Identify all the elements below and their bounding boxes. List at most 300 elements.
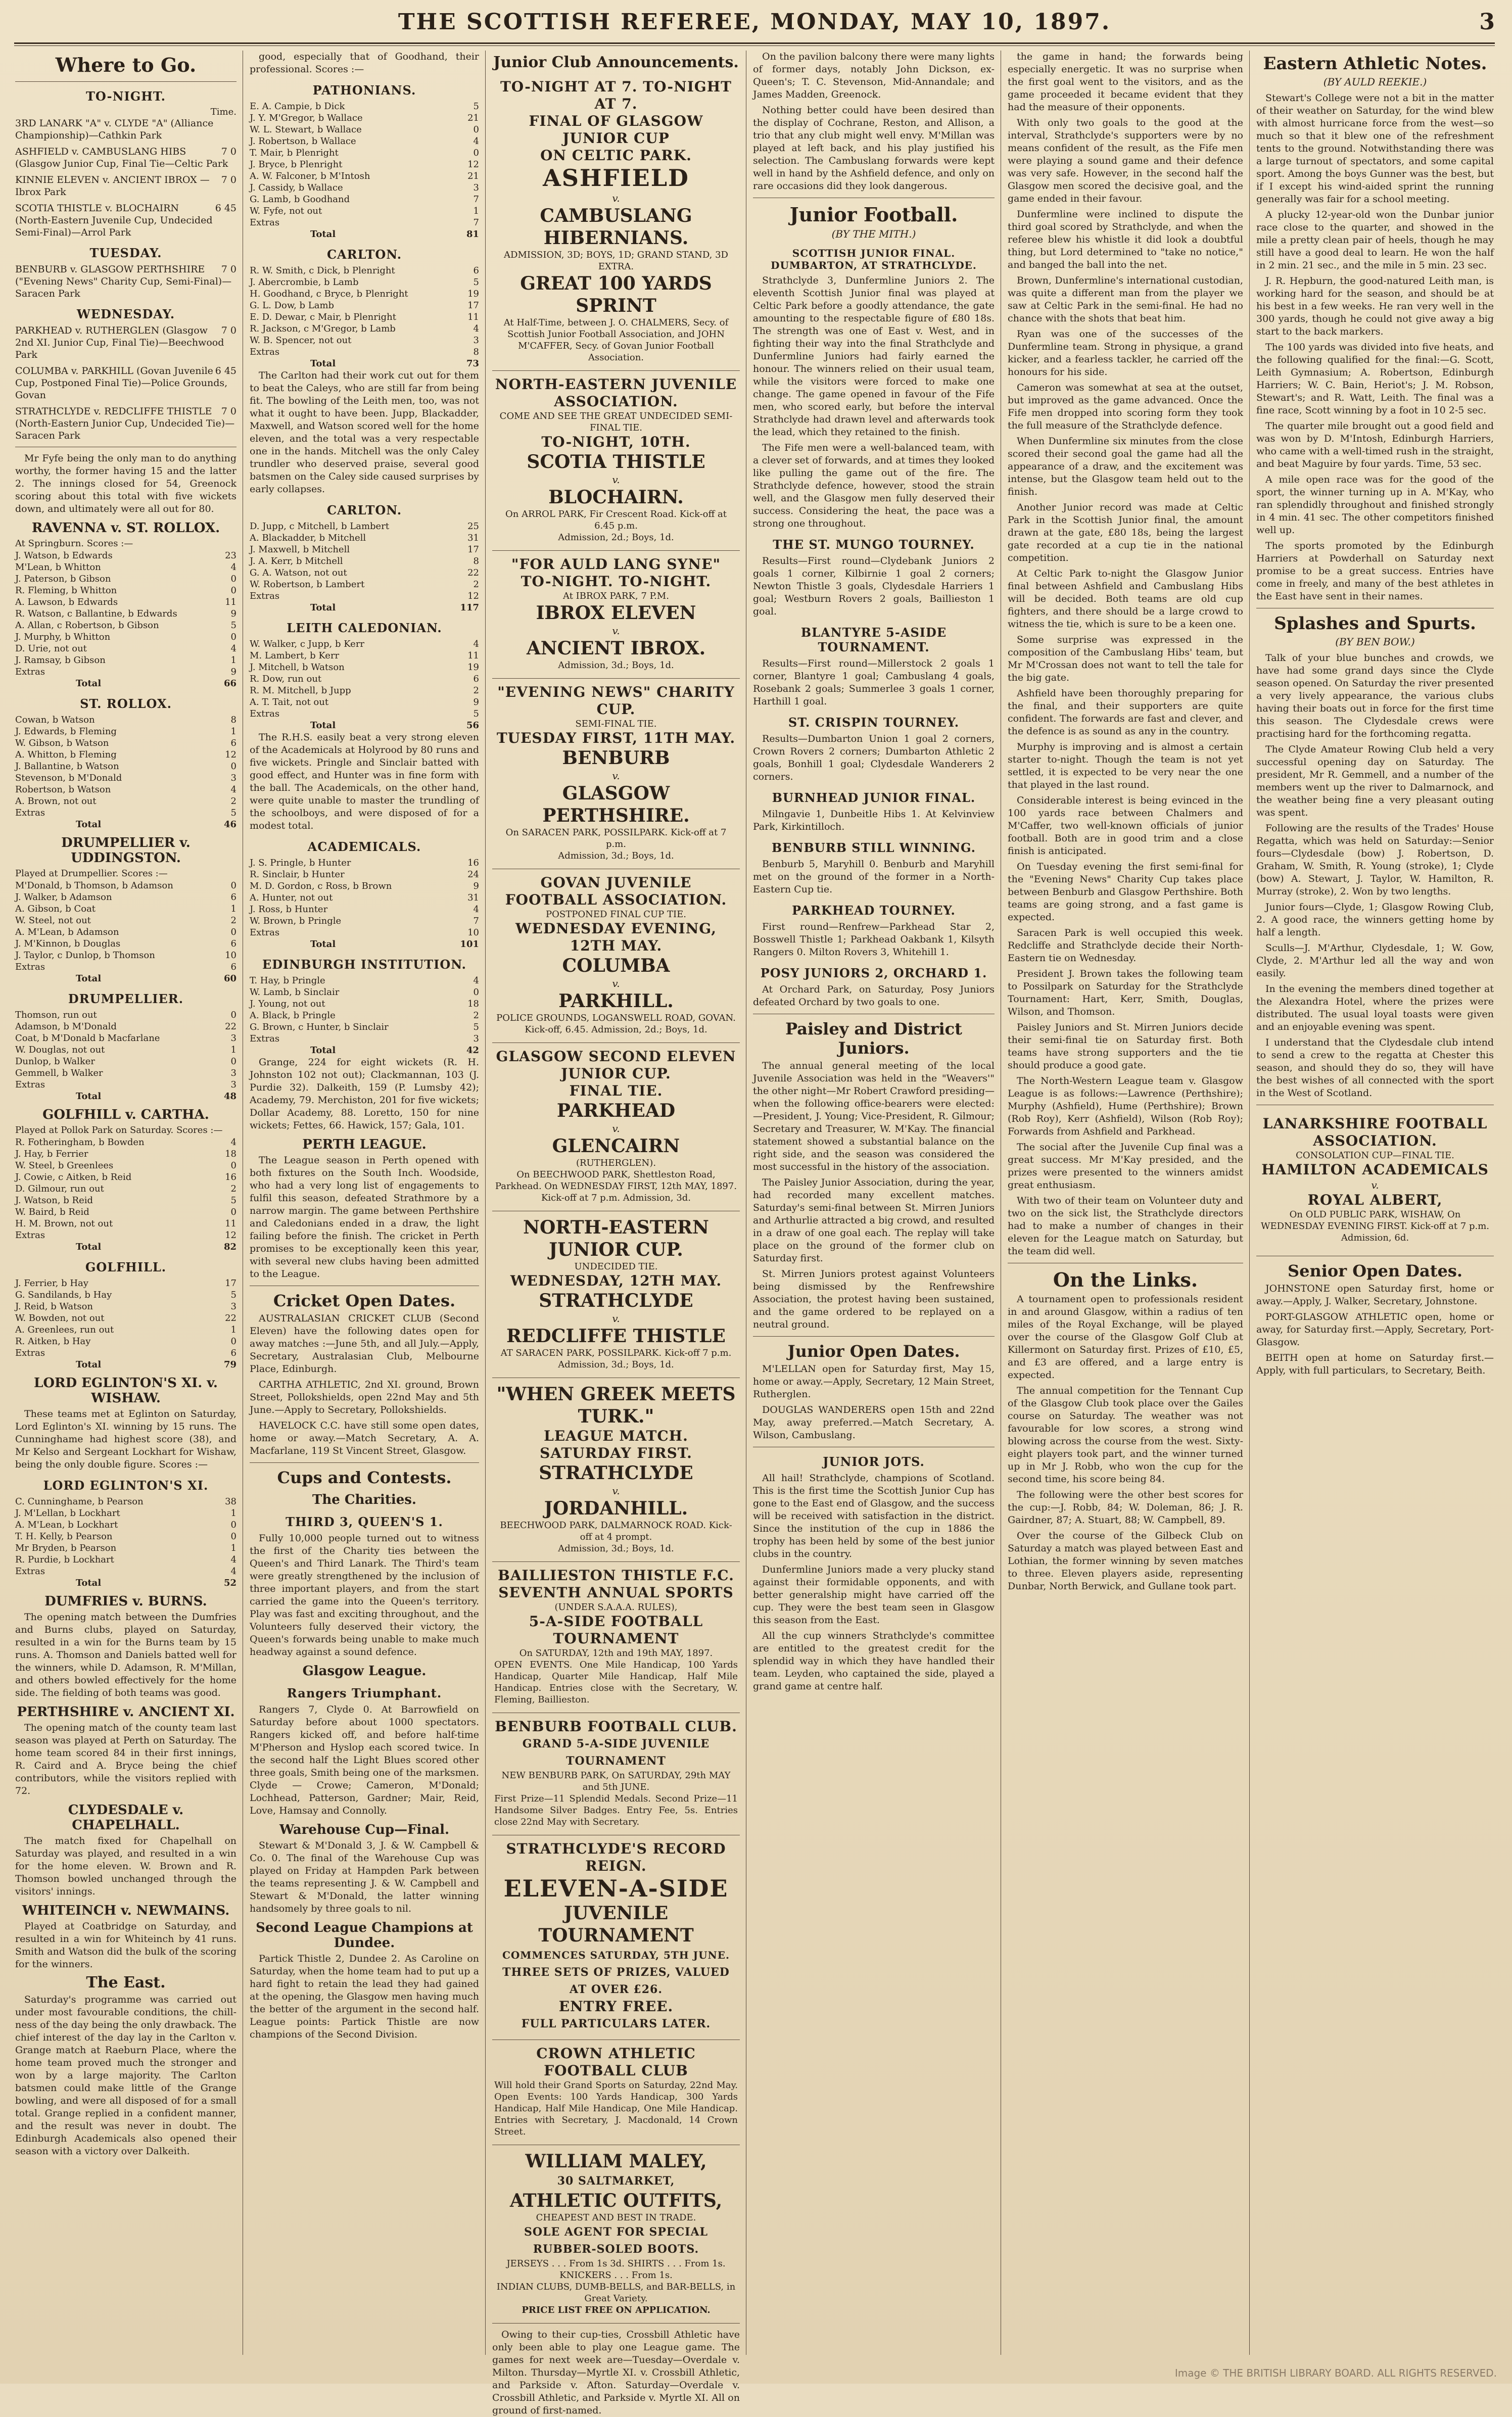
score-row [15, 950, 237, 961]
team-heading: LORD EGLINTON'S XI. [43, 1478, 209, 1493]
score-total [15, 1577, 237, 1589]
junior-jots-heading: JUNIOR JOTS. [823, 1454, 925, 1469]
runs: 82 [223, 1242, 237, 1252]
runs: 4 [230, 1554, 237, 1565]
runs: 6 [473, 265, 479, 276]
article-text: Following are the results of the Trades' House Regatta, which was held on Saturday:—Senior fours—Clydesdale (bow) J. Robertson, D. Graham, W. Smith, R. Young (stroke), 1; Clyde (bow) A. Stewart, J. Taylor, W. Hamilton, R. Murray (stroke), 2. Won by two lengths. [1256, 823, 1494, 897]
open-date-notice: BEITH open at home on Saturday first.—Apply, with full particulars, to Secretary, Beith. [1256, 1352, 1494, 1376]
score-row [250, 661, 479, 673]
article-text: At Celtic Park to-night the Glasgow Junior final between Ashfield and Cambuslang Hibs will be decided. Both teams are old cup fighters, and there should be a large crowd to witness the tie, which is sure to be a keen one. [1008, 568, 1243, 630]
runs: 5 [473, 277, 479, 288]
score-row [15, 938, 237, 950]
ad-versus: v. [612, 1312, 620, 1324]
score-row [15, 550, 237, 561]
batsman: W. Douglas, not out [15, 1045, 105, 1055]
score-row [250, 532, 479, 544]
batsman: A. Brown, not out [15, 796, 97, 807]
score-row [250, 182, 479, 194]
match-heading: CLYDESDALE v. CHAPELHALL. [68, 1803, 184, 1833]
fixture-time: 7 0 [221, 146, 237, 157]
runs: 1 [230, 655, 237, 666]
article-text: A tournament open to professionals resident in and around Glasgow, within a radius of ten miles of the Royal Exchange, will be played over the course of the Glasgow Golf Club at Killermont on Saturday first. Prizes of £10, £5, and £3 are offered, and a large entry is expected. [1008, 1294, 1243, 1381]
score-row [250, 555, 479, 567]
runs: 12 [467, 591, 479, 601]
score-row [15, 1507, 237, 1519]
runs: 11 [467, 650, 479, 661]
batsman: Adamson, b M'Donald [15, 1021, 117, 1032]
runs: 10 [225, 950, 237, 961]
runs: 3 [473, 335, 479, 346]
score-row [15, 1324, 237, 1336]
article-text: Strathclyde 3, Dunfermline Juniors 2. The eleventh Scottish Junior final was played at Celtic Park before a goodly attendance, the gate amounting to the respectable figure of £80 18s. The strength was one of East v. West, and in fighting their way into the final Strathclyde and Dunfermline Juniors had fairly earned the honour. The winners relied on their usual team, while the visitors were forced to make one change. The game opened in favour of the Fife men, who scored early, but before the interval Strathclyde had drawn level and afterwards took the lead, which they retained to the finish. [753, 275, 995, 438]
ad-line: FINAL OF GLASGOW JUNIOR CUP [529, 113, 703, 147]
score-row [250, 927, 479, 938]
score-total [250, 1045, 479, 1056]
perth-league-heading: PERTH LEAGUE. [302, 1137, 427, 1152]
column-5 [1008, 51, 1243, 2355]
score-table [250, 638, 479, 731]
score-table [250, 857, 479, 950]
score-row [15, 573, 237, 585]
runs: 5 [473, 1022, 479, 1032]
score-row [15, 1347, 237, 1359]
cricket-open-dates-heading: Cricket Open Dates. [273, 1291, 456, 1310]
batsman: D. Jupp, c Mitchell, b Lambert [250, 521, 390, 532]
runs: 11 [225, 597, 237, 607]
ad-line: 5-A-SIDE FOOTBALL TOURNAMENT [529, 1613, 703, 1647]
article-text: Considerable interest is being evinced in the 100 yards race between Chalmers and M'Caffer, two well-known officials of junior football. Both are in good trim and a close finish is anticipated. [1008, 795, 1243, 857]
ad-line: GRAND 5-A-SIDE JUVENILE TOURNAMENT [522, 1737, 710, 1768]
score-row [15, 654, 237, 666]
runs: 1 [230, 904, 237, 914]
glasgow-league-heading: Glasgow League. [302, 1664, 427, 1679]
runs: 0 [230, 1056, 237, 1067]
charities-heading: The Charities. [312, 1492, 416, 1507]
runs: 23 [225, 550, 237, 561]
column-2 [250, 51, 479, 2355]
batsman: G. Brown, c Hunter, b Sinclair [250, 1022, 389, 1032]
open-date-notice: HAVELOCK C.C. have still some open dates, home or away.—Match Secretary, A. A. Macfarlane, 119 St Vincent Street, Glasgow. [250, 1420, 479, 1456]
article-subheading: SCOTTISH JUNIOR FINAL. DUMBARTON, AT STRATHCLYDE. [771, 247, 977, 271]
paisley-heading: Paisley and District Juniors. [785, 1019, 962, 1058]
match-heading: PERTHSHIRE v. ANCIENT XI. [17, 1704, 235, 1720]
score-row [15, 737, 237, 749]
runs: 18 [467, 999, 479, 1009]
ad-line: At IBROX PARK, 7 P.M. [563, 591, 669, 601]
ad-line: On ARROL PARK, Fir Crescent Road. Kick-off at 6.45 p.m. [505, 509, 727, 531]
runs: 3 [230, 1079, 237, 1090]
batsman: J. Cowie, c Aitken, b Reid [15, 1172, 132, 1182]
article-text: The quarter mile brought out a good field and was won by D. M'Intosh, Edinburgh Harriers, who came with a well-timed rush in the straight, and beat Maguire by four yards. Time, 53 sec. [1256, 420, 1494, 469]
runs: 1 [230, 1543, 237, 1553]
runs: 1 [230, 1508, 237, 1519]
score-row [250, 217, 479, 228]
batsman: Robertson, b Watson [15, 784, 111, 795]
team-heading: PATHONIANS. [312, 83, 416, 98]
runs: 1 [230, 726, 237, 737]
runs: 8 [230, 715, 237, 725]
ad-line: Admission, 3d.; Boys, 1d. [558, 1543, 674, 1554]
batsman: J. Bryce, b Plenright [250, 159, 343, 170]
batsman: Extras [250, 217, 280, 228]
article-text: The match fixed for Chapelhall on Saturday was played, and resulted in a win for the home eleven. W. Brown and R. Thomson bowled unchanged through the visitors' innings. [15, 1835, 237, 1897]
batsman: G. A. Watson, not out [250, 567, 347, 578]
ad-team: SCOTIA THISTLE [527, 451, 705, 472]
divider [15, 81, 237, 82]
advert-north-eastern-junior [492, 1211, 740, 1378]
batsman: J. Hay, b Ferrier [15, 1149, 88, 1159]
ad-versus: v. [612, 1485, 620, 1497]
score-row [250, 276, 479, 288]
batsman: W. Brown, b Pringle [250, 916, 342, 926]
article-text: The Carlton had their work cut out for them to beat the Caleys, who are still far from being fit. The bowling of the Leith men, too, was not what it ought to have been. Jupp, Blackadder, Maxwell, and Watson scored well for the home eleven, and the total was a very respectable one in the hands. Mitchell was the only Caley trundler who deserved praise, several good batsmen on the Caley side caused surprises by early collapses. [250, 370, 479, 495]
ad-line: FULL PARTICULARS LATER. [521, 2017, 711, 2030]
score-row [15, 1009, 237, 1021]
batsman: A. M'Lean, b Lockhart [15, 1520, 118, 1530]
score-total [250, 228, 479, 240]
where-to-go-heading: Where to Go. [55, 54, 197, 76]
ad-line: On SATURDAY, 12th and 19th MAY, 1897. [519, 1648, 713, 1658]
ad-line: JERSEYS . . . From 1s 3d. SHIRTS . . . From 1s. KNICKERS . . . From 1s. [506, 2258, 726, 2281]
article-text: Cameron was somewhat at sea at the outset, but improved as the game advanced. Once the Fife men dropped into scoring form they took the full measure of the Strathclyde defence. [1008, 382, 1243, 431]
batsman: W. Bowden, not out [15, 1313, 105, 1323]
ad-line: GREAT 100 YARDS SPRINT [520, 273, 712, 316]
score-row [15, 1044, 237, 1056]
runs: 0 [230, 1336, 237, 1347]
batsman: A. Whitton, b Fleming [15, 749, 117, 760]
fixture-text: COLUMBA v. PARKHILL (Govan Juvenile Cup, Postponed Final Tie)—Police Grounds, Govan [15, 365, 228, 401]
score-total [250, 358, 479, 369]
score-row [250, 880, 479, 892]
score-row [250, 685, 479, 696]
match-heading: DRUMPELLIER v. UDDINGSTON. [61, 835, 191, 866]
byline: (BY THE MITH.) [831, 228, 916, 240]
ad-team: ASHFIELD [543, 164, 689, 192]
article-text: I understand that the Clydesdale club intend to send a crew to the regatta at Chester this season, and should they do so, they will have the best wishes of all connected with the sport in the West of Scotland. [1256, 1037, 1494, 1099]
score-row [15, 761, 237, 772]
batsman: R. Fotheringham, b Bowden [15, 1137, 145, 1148]
ad-line: BENBURB FOOTBALL CLUB. [495, 1718, 737, 1735]
advert-greek-meets-turk [492, 1378, 740, 1562]
ad-line: WEDNESDAY, 12TH MAY. [510, 1272, 722, 1289]
batsman: W. Steel, b Greenlees [15, 1160, 114, 1171]
article-text: Another Junior record was made at Celtic Park in the Scottish Junior final, the amount drawn at the gate, £80 18s, being the largest gate recorded at a cup tie in the national competition. [1008, 502, 1243, 563]
article-text: St. Mirren Juniors protest against Volunteers being dismissed by the Renfrewshire Association, the protest having been sustained, and the game ordered to be replayed on a neutral ground. [753, 1268, 995, 1330]
batsman: A. Greenlees, run out [15, 1324, 114, 1335]
copyright-watermark: Image © THE BRITISH LIBRARY BOARD. ALL RIGHTS RESERVED. [1174, 2367, 1497, 2379]
splashes-heading: Splashes and Spurts. [1274, 613, 1476, 634]
divider [753, 1336, 995, 1337]
score-row [15, 1195, 237, 1206]
match-subheading: At Springburn. Scores :— [15, 538, 133, 549]
column-6 [1256, 51, 1494, 2355]
score-table [15, 1496, 237, 1589]
article-text: With two of their team on Volunteer duty and two on the sick list, the Strathclyde directors had to make a number of changes in their eleven for the League match on Saturday, but the team did well. [1008, 1195, 1243, 1257]
runs: 7 [473, 194, 479, 205]
score-row [15, 714, 237, 726]
ad-line: SEVENTH ANNUAL SPORTS [498, 1584, 734, 1601]
runs: 21 [467, 113, 479, 123]
article-text: The annual competition for the Tennant Cup of the Glasgow Club took place over the Gailes course on Saturday. The weather was not favourable for low scores, a strong wind blowing across the course from the west. Sixty-eight players took part, and the winner turned up in Mr J. Robb, who won the cup for the second time, his score being 84. [1008, 1385, 1243, 1485]
runs: 16 [467, 858, 479, 868]
ad-team: HAMILTON ACADEMICALS [1261, 1161, 1489, 1178]
score-row [15, 608, 237, 620]
article-text: In the evening the members dined together at the Alexandra Hotel, where the prizes were distributed. The usual loyal toasts were given and an enjoyable evening was spent. [1256, 983, 1494, 1032]
batsman: J. Ramsay, b Gibson [15, 655, 106, 666]
tonight-heading: TO-NIGHT. [85, 89, 166, 104]
ad-line: Admission, 2d.; Boys, 1d. [558, 532, 674, 543]
fixture-listing [15, 324, 237, 361]
article-text: Paisley Juniors and St. Mirren Juniors decide their semi-final tie on Saturday first. Both teams have strong supporters and the tie should produce a good gate. [1008, 1022, 1243, 1071]
runs: 5 [473, 101, 479, 112]
runs: 6 [230, 938, 237, 949]
batsman: W. Robertson, b Lambert [250, 579, 365, 590]
ad-line: "FOR AULD LANG SYNE" [511, 556, 721, 573]
article-text: Results—First round—Clydebank Juniors 2 goals 1 corner, Kilbirnie 1 goal 2 corners; Newton Thistle 3 goals, Clydesdale Harriers 1 goal; Westburn Rovers 2 goals, Baillieston 1 goal. [753, 555, 995, 617]
score-row [15, 880, 237, 891]
score-table [15, 880, 237, 984]
runs: 4 [230, 784, 237, 795]
batsman: J. Young, not out [250, 999, 325, 1009]
runs: 6 [230, 738, 237, 748]
article-text: All hail! Strathclyde, champions of Scotland. This is the first time the Scottish Junior Cup has gone to the East end of Glasgow, and the success will be received with satisfaction in the district. Since the institution of the cup in 1886 the trophy has been held by some of the best junior clubs in the country. [753, 1473, 995, 1559]
match-heading: DUMFRIES v. BURNS. [44, 1594, 207, 1609]
article-text: Grange, 224 for eight wickets (R. H. Johnston 102 not out); Clackmannan, 103 (J. Purdie 32). Dalkeith, 159 (P. Lumsby 42); Academy, 79. Merchiston, 201 for five wickets; Dollar Academy, 88. Loretto, 150 for nine wickets; Fettes, 66. Hawick, 157; Gala, 101. [250, 1057, 479, 1131]
score-row [15, 1160, 237, 1171]
score-table [250, 265, 479, 369]
score-row [15, 1171, 237, 1183]
masthead-rule [14, 42, 1495, 44]
article-text: All the cup winners Strathclyde's committee are entitled to the greatest credit for the splendid way in which they have handled their team. Leyden, who captained the side, played a grand game at centre half. [753, 1630, 995, 1692]
batsman: Total [310, 939, 336, 950]
batsman: Extras [250, 708, 280, 719]
east-heading: The East. [86, 1974, 166, 1992]
runs: 11 [225, 1218, 237, 1229]
article-text: A plucky 12-year-old won the Dunbar junior race close to the quarter, and showed in the mile a pretty clean pair of heels, though he may still have a good deal to learn. He won the half in 2 min. 21 sec., and the mile in 5 min. 23 sec. [1256, 209, 1494, 271]
batsman: R. W. Smith, c Dick, b Plenright [250, 265, 395, 276]
runs: 5 [230, 1290, 237, 1300]
team-heading: ST. ROLLOX. [80, 696, 172, 711]
ad-team: COLUMBA [562, 955, 670, 976]
ad-team: STRATHCLYDE [539, 1290, 693, 1311]
article-text: The following were the other best scores for the cup:—J. Robb, 84; W. Doleman, 86; J. R. Gairdner, 87; A. Stuart, 88; W. Campbell, 89. [1008, 1489, 1243, 1526]
batsman: J. Mitchell, b Watson [250, 662, 345, 673]
ad-line: POLICE GROUNDS, LOGANSWELL ROAD, GOVAN. Kick-off, 6.45. Admission, 2d.; Boys, 1d. [496, 1013, 736, 1035]
advert-evening-news-cup [492, 679, 740, 869]
team-heading: ACADEMICALS. [307, 839, 421, 854]
score-row [250, 638, 479, 650]
team-heading: EDINBURGH INSTITUTION. [262, 957, 467, 972]
runs: 9 [230, 608, 237, 619]
tonight-listing [15, 117, 237, 239]
batsman: Thomson, run out [15, 1010, 97, 1020]
score-total [15, 1359, 237, 1370]
batsman: J. M'Lellan, b Lockhart [15, 1508, 120, 1519]
batsman: Extras [15, 962, 45, 972]
ad-team: ROYAL ALBERT, [1307, 1192, 1443, 1208]
article-text: Dunfermline were inclined to dispute the third goal scored by Strathclyde, and when the referee blew his whistle it did look a doubtful thing, but Lord determined to "take no notice," and banged the ball into the net. [1008, 209, 1243, 270]
fixture-text: 3RD LANARK "A" v. CLYDE "A" (Alliance Championship)—Cathkin Park [15, 118, 214, 141]
ad-line: JUVENILE TOURNAMENT [538, 1903, 694, 1946]
batsman: J. Abercrombie, b Lamb [250, 277, 359, 288]
runs: 8 [473, 347, 479, 357]
runs: 0 [473, 987, 479, 998]
runs: 38 [225, 1496, 237, 1507]
article-text: Brown, Dunfermline's international custodian, was quite a different man from the player we saw at Celtic Park in the semi-final. He had no chance with the shots that beat him. [1008, 275, 1243, 324]
ad-line: TO-NIGHT, 10TH. [541, 434, 691, 450]
runs: 0 [230, 761, 237, 772]
batsman: R. Jackson, c M'Gregor, b Lamb [250, 323, 396, 334]
runs: 2 [473, 685, 479, 696]
ad-line: INDIAN CLUBS, DUMB-BELLS, and BAR-BELLS, in Great Variety. [496, 2282, 736, 2304]
runs: 4 [473, 323, 479, 334]
article-text: the game in hand; the forwards being especially energetic. It was no surprise when the first goal went to the visitors, and as the game proceeded it became evident that they had the measure of their opponents. [1008, 51, 1243, 113]
runs: 6 [230, 962, 237, 972]
batsman: Total [310, 720, 336, 731]
score-row [15, 807, 237, 819]
batsman: Extras [250, 347, 280, 357]
runs: 10 [467, 927, 479, 938]
advert-north-eastern-juvenile [492, 371, 740, 551]
batsman: G. Sandilands, b Hay [15, 1290, 112, 1300]
score-row [250, 975, 479, 986]
score-row [250, 998, 479, 1010]
ad-line: OPEN EVENTS. One Mile Handicap, 100 Yards Handicap, Quarter Mile Handicap, Half Mile Handicap. Entries close with the Secretary, W. Fleming, Baillieston. [494, 1660, 738, 1705]
score-row [250, 892, 479, 904]
ad-line: BEECHWOOD PARK, DALMARNOCK ROAD. Kick-off at 4 prompt. [500, 1520, 732, 1542]
ad-team: GLASGOW PERTHSHIRE. [542, 783, 690, 826]
score-row [15, 666, 237, 678]
score-row [250, 915, 479, 927]
runs: 0 [230, 585, 237, 596]
article-text: The opening match between the Dumfries and Burns clubs, played on Saturday, resulted in a win for the Burns team by 15 runs. A. Thomson and Daniels batted well for the winners, while D. Adamson, R. M'Millan, and others bowled effectively for the home side. The fielding of both teams was good. [15, 1612, 237, 1698]
score-row [15, 620, 237, 631]
ad-versus: v. [612, 625, 620, 637]
ad-team: BLOCHAIRN. [548, 487, 684, 508]
batsman: J. Cassidy, b Wallace [250, 182, 343, 193]
article-text: good, especially that of Goodhand, their professional. Scores :— [250, 51, 479, 75]
ad-line: NORTH-EASTERN JUVENILE ASSOCIATION. [495, 376, 737, 410]
runs: 19 [467, 289, 479, 299]
article-text: The social after the Juvenile Cup final was a great success. Mr M'Kay presided, and the prizes were presented to the winners amidst great enthusiasm. [1008, 1142, 1243, 1191]
score-row [15, 903, 237, 915]
article-text: On the pavilion balcony there were many lights of former days, notably John Dickson, ex-Queen's; T. C. Stevenson, Mid-Annandale; and James Madden, Greenock. [753, 51, 995, 100]
ad-line: COMMENCES SATURDAY, 5TH JUNE. [502, 1949, 730, 1961]
runs: 52 [223, 1578, 237, 1588]
batsman: M'Lean, b Whitton [15, 562, 101, 573]
ad-team: PARKHILL. [558, 990, 674, 1012]
batsman: Total [310, 229, 336, 240]
runs: 3 [230, 1301, 237, 1312]
advert-glasgow-junior-final [492, 73, 740, 371]
article-text: Some surprise was expressed in the composition of the Cambuslang Hibs' team, but Mr M'Crossan does not want to tell the tale for the big gate. [1008, 634, 1243, 683]
runs: 12 [467, 159, 479, 170]
team-heading: CARLTON. [326, 503, 402, 517]
runs: 16 [225, 1172, 237, 1182]
batsman: Total [76, 1242, 102, 1252]
article-text: The League season in Perth opened with both fixtures on the South Inch. Woodside, who had a very long list of engagements to fulfil this season, defeated Strathmore by a narrow margin. The game between Perthshire and Caledonians ended in a draw, the light failing before the finish. The cricket in Perth promises to be exceptionally keen this year, with several new clubs having been admitted to the League. [250, 1155, 479, 1279]
ad-line: (RUTHERGLEN). [576, 1158, 656, 1168]
batsman: J. Y. M'Gregor, b Wallace [250, 113, 363, 123]
ad-line: LANARKSHIRE FOOTBALL ASSOCIATION. [1262, 1115, 1488, 1149]
column-3 [492, 51, 740, 2416]
batsman: H. Goodhand, c Bryce, b Plenright [250, 289, 408, 299]
article-text: Talk of your blue bunches and crowds, we have had some grand days since the Clyde season opened. On Saturday the river presented a very lively appearance, the various clubs having their boats out in force for the first time this season. The Clydesdale crews were practising hard for the forthcoming regatta. [1256, 652, 1494, 739]
runs: 117 [460, 602, 479, 613]
ad-team: IBROX ELEVEN [536, 602, 696, 624]
ad-line: First Prize—11 Splendid Medals. Second Prize—11 Handsome Silver Badges. Entry Fee, 5s. Entries close 22nd May with Secretary. [494, 1793, 738, 1827]
article-text: Stewart & M'Donald 3, J. & W. Campbell & Co. 0. The final of the Warehouse Cup was played on Friday at Hampden Park between the teams representing J. & W. Campbell and Stewart & M'Donald, the latter winning handsomely by three goals to nil. [250, 1840, 479, 1914]
batsman: Cowan, b Watson [15, 715, 95, 725]
ad-line: Admission, 3d.; Boys, 1d. [558, 1359, 674, 1370]
runs: 9 [473, 697, 479, 707]
ad-line: CROWN ATHLETIC FOOTBALL CLUB [536, 2045, 696, 2079]
column-rule [1249, 51, 1250, 2355]
score-row [15, 1531, 237, 1542]
score-row [15, 585, 237, 596]
advert-strathclyde-tournament [492, 1835, 740, 2040]
runs: 12 [225, 1230, 237, 1241]
runs: 19 [467, 662, 479, 673]
match-heading: WHITEINCH v. NEWMAINS. [22, 1903, 230, 1918]
masthead [14, 9, 1495, 39]
runs: 0 [230, 1010, 237, 1020]
fixture-listing [15, 202, 237, 239]
masthead-title: THE SCOTTISH REFEREE, MONDAY, MAY 10, 1897. [398, 9, 1111, 35]
score-row [15, 1301, 237, 1312]
batsman: Extras [250, 927, 280, 938]
score-row [15, 1056, 237, 1067]
runs: 3 [230, 1033, 237, 1044]
runs: 48 [223, 1091, 237, 1102]
score-row [250, 112, 479, 124]
fixture-text: KINNIE ELEVEN v. ANCIENT IBROX — Ibrox Park [15, 174, 210, 198]
match-heading: LORD EGLINTON'S XI. v. WISHAW. [34, 1376, 218, 1406]
batsman: J. Ferrier, b Hay [15, 1278, 88, 1289]
article-subheading: THE ST. MUNGO TOURNEY. [773, 537, 975, 552]
runs: 2 [230, 796, 237, 807]
fixture-listing [15, 263, 237, 300]
runs: 4 [230, 1137, 237, 1148]
fixture-text: SCOTIA THISTLE v. BLOCHAIRN (North-Eastern Juvenile Cup, Undecided Semi-Final)—Arrol Park [15, 203, 213, 238]
advert-second-eleven-cup [492, 1043, 740, 1211]
score-table [15, 714, 237, 830]
ad-line: On BEECHWOOD PARK, Shettleston Road, Parkhead. On WEDNESDAY FIRST, 12th MAY, 1897. Kick-off at 7 p.m. Admission, 3d. [495, 1169, 737, 1203]
score-row [15, 596, 237, 608]
runs: 4 [473, 904, 479, 915]
article-text: Nothing better could have been desired than the display of Cochrane, Reston, and Allison, a trio that any club might well envy. M'Millan was played at left back, and his play justified his selection. The Cambuslang forwards were kept well in hand by the Ashfield defence, and only on rare occasions did they look dangerous. [753, 105, 995, 192]
open-date-notice: PORT-GLASGOW ATHLETIC open, home or away, for Saturday first.—Apply, Secretary, Port-Glasgow. [1256, 1311, 1494, 1348]
fixture-text: PARKHEAD v. RUTHERGLEN (Glasgow 2nd XI. Junior Cup, Final Tie)—Beechwood Park [15, 325, 224, 360]
score-row [250, 590, 479, 602]
batsman: T. Mair, b Plenright [250, 148, 339, 158]
batsman: R. Watson, c Ballantine, b Edwards [15, 608, 177, 619]
score-row [15, 1519, 237, 1531]
runs: 7 [473, 916, 479, 926]
score-row [15, 1032, 237, 1044]
runs: 0 [230, 1207, 237, 1217]
ad-line: TUESDAY FIRST, 11TH MAY. [496, 730, 736, 746]
fixture-text: STRATHCLYDE v. REDCLIFFE THISTLE (North-Eastern Junior Cup, Undecided Tie)—Saracen Park [15, 406, 235, 441]
ad-versus: v. [612, 1122, 620, 1134]
charities-result: THIRD 3, QUEEN'S 1. [286, 1514, 443, 1529]
ad-line: SOLE AGENT FOR SPECIAL RUBBER-SOLED BOOTS. [524, 2225, 708, 2256]
fixture-time: 6 45 [215, 365, 237, 376]
article-text: Sculls—J. M'Arthur, Clydesdale, 1; W. Gow, Clyde, 2. M'Arthur led all the way and won easily. [1256, 942, 1494, 979]
batsman: R. M. Mitchell, b Jupp [250, 685, 351, 696]
ad-line: Admission, 3d.; Boys, 1d. [558, 660, 674, 671]
fixture-listing [15, 174, 237, 198]
